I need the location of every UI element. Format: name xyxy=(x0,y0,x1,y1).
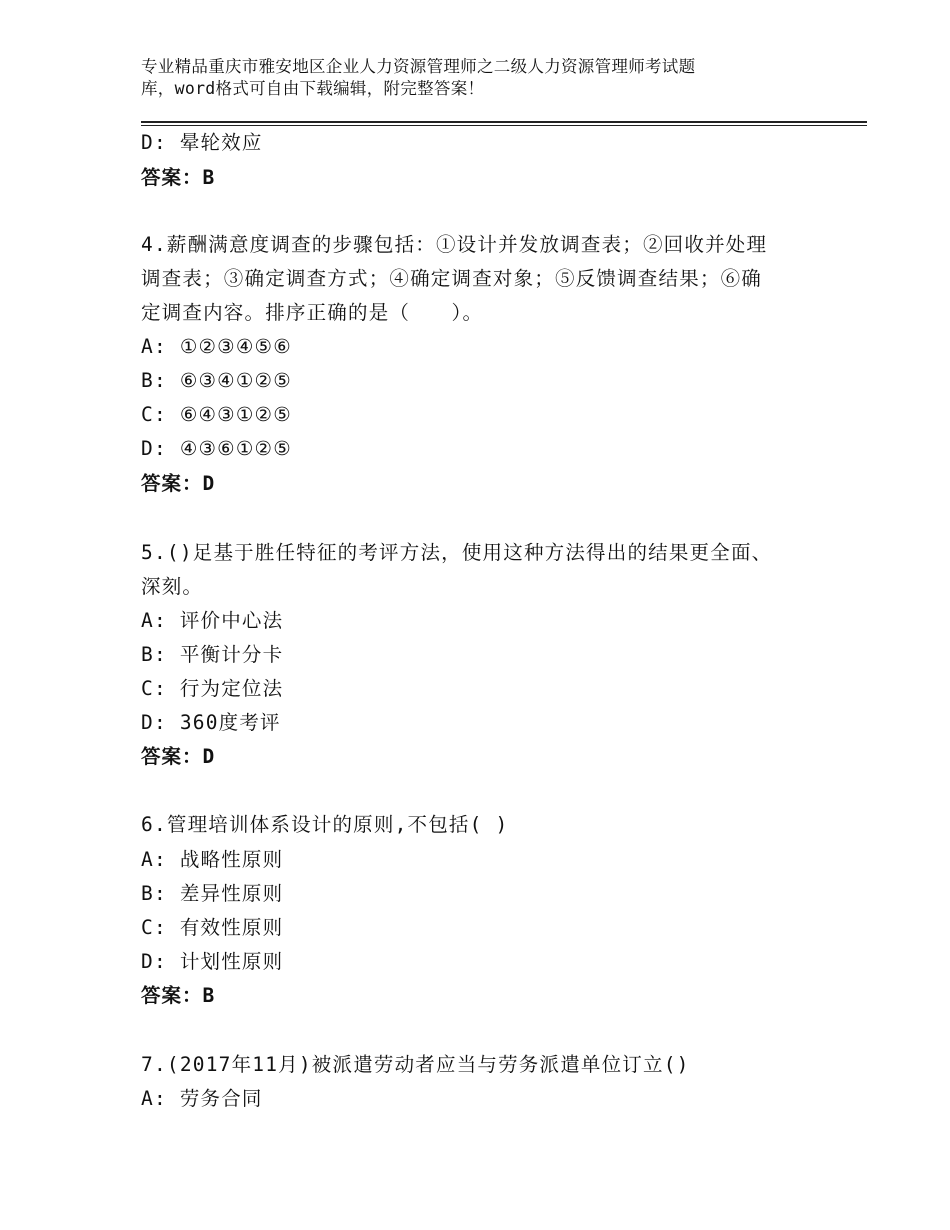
header-title-line-1: 专业精品重庆市雅安地区企业人力资源管理师之二级人力资源管理师考试题 xyxy=(141,57,696,76)
q6-stem-line-1: 6.管理培训体系设计的原则,不包括( ) xyxy=(141,813,509,836)
q6-option-c: C: 有效性原则 xyxy=(141,916,284,939)
q4-stem-line-1: 4.薪酬满意度调查的步骤包括：①设计并发放调查表；②回收并处理 xyxy=(141,233,768,256)
q4-stem-line-2: 调查表；③确定调查方式；④确定调查对象；⑤反馈调查结果；⑥确 xyxy=(141,267,763,290)
q6-answer: 答案：B xyxy=(141,984,216,1007)
q6-option-a: A: 战略性原则 xyxy=(141,848,284,871)
prev-option-d: D: 晕轮效应 xyxy=(141,131,263,154)
q5-option-d: D: 360度考评 xyxy=(141,711,281,734)
q5-option-c: C: 行为定位法 xyxy=(141,677,284,700)
document-header xyxy=(141,56,841,100)
prev-answer: 答案：B xyxy=(141,166,216,189)
q5-stem-line-1: 5.()足基于胜任特征的考评方法，使用这种方法得出的结果更全面、 xyxy=(141,541,773,564)
q5-option-b: B: 平衡计分卡 xyxy=(141,643,284,666)
q4-option-d: D: ④③⑥①②⑤ xyxy=(141,437,292,460)
q7-stem-line-1: 7.(2017年11月)被派遣劳动者应当与劳务派遣单位订立() xyxy=(141,1053,690,1076)
q5-stem-line-2: 深刻。 xyxy=(141,575,204,598)
q4-option-a: A: ①②③④⑤⑥ xyxy=(141,335,292,358)
q6-option-b: B: 差异性原则 xyxy=(141,882,284,905)
q5-answer: 答案：D xyxy=(141,745,216,768)
header-rule-thick xyxy=(141,121,867,123)
q4-stem-line-3: 定调查内容。排序正确的是（ ）。 xyxy=(141,301,484,324)
q4-option-c: C: ⑥④③①②⑤ xyxy=(141,403,292,426)
header-title-line-2: 库，word格式可自由下载编辑，附完整答案！ xyxy=(141,79,485,98)
q5-option-a: A: 评价中心法 xyxy=(141,609,284,632)
q4-answer: 答案：D xyxy=(141,472,216,495)
q6-option-d: D: 计划性原则 xyxy=(141,950,284,973)
q4-option-b: B: ⑥③④①②⑤ xyxy=(141,369,292,392)
q7-option-a: A: 劳务合同 xyxy=(141,1087,263,1110)
